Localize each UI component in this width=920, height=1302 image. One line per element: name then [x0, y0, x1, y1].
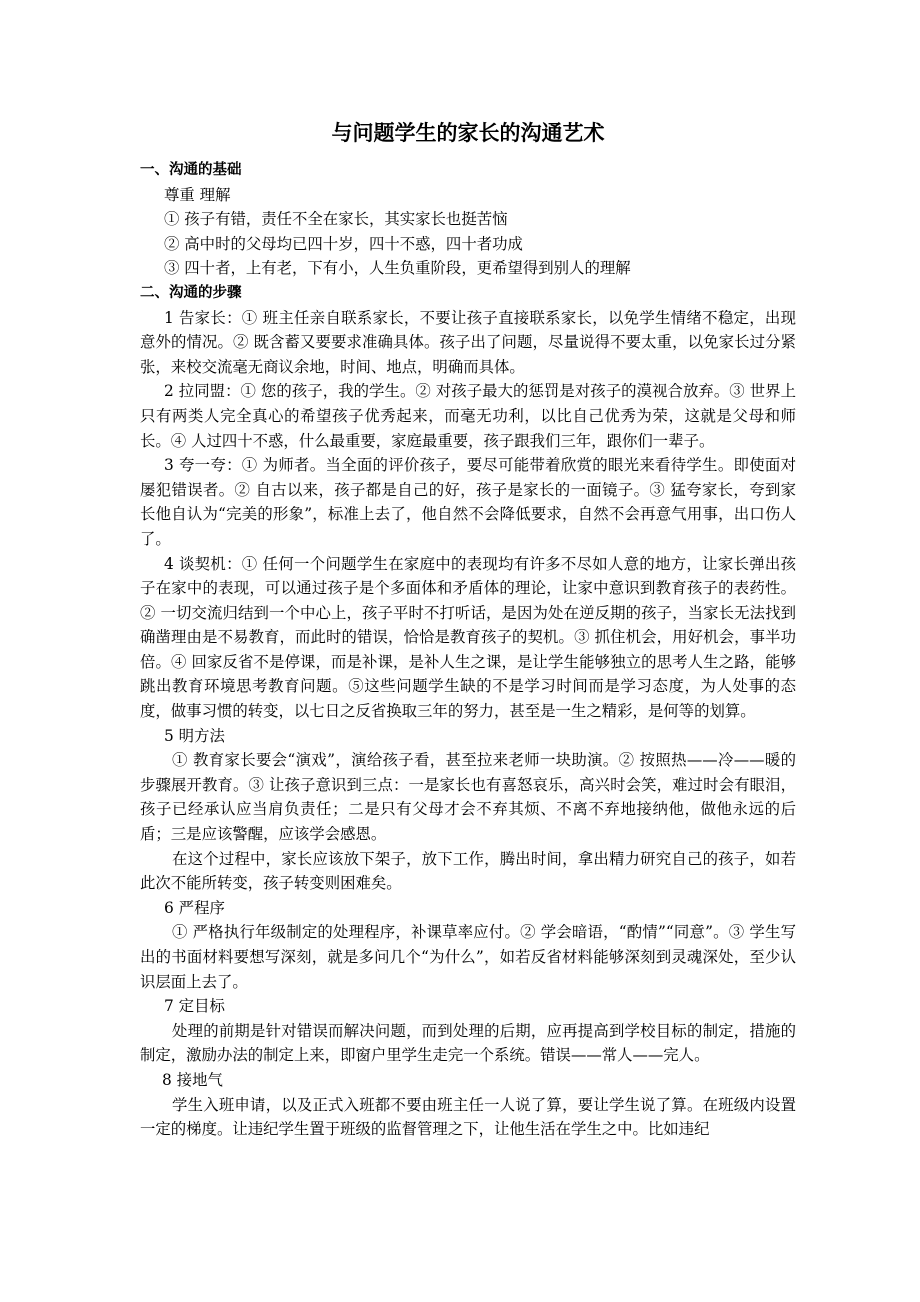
section-heading-steps: 二、沟通的步骤 — [140, 284, 242, 301]
step-4-paragraph: 4 谈契机：① 任何一个问题学生在家庭中的表现均有许多不尽如人意的地方，让家长弹出孩子在家中的表现，可以通过孩子是个多面体和矛盾体的理论，让家中意识到教育孩子的表药性。② 一切交流归结到一个中心上，孩子平时不打听话，是因为处在逆反期的孩子，当家长无法找到确凿理由是不易教育，而此时的错误，恰恰是教育孩子的契机。③ 抓住机会，用好机会，事半功倍。④ 回家反省不是停课，而是补课，是补人生之课，是让学生能够独立的思考人生之路，能够跳出教育环境思考教育问题。⑤这些问题学生缺的不是学习时间而是学习态度，为人处事的态度，做事习惯的转变，以七日之反省换取三年的努力，甚至是一生之精彩，是何等的划算。 — [140, 554, 796, 721]
step-5-heading: 5 明方法 — [164, 726, 225, 745]
section-heading-foundation: 一、沟通的基础 — [140, 162, 242, 178]
step-5-paragraph: ① 教育家长要会“演戏”，演给孩子看，甚至拉来老师一块助演。② 按照热——冷——暖的步骤展开教育。③ 让孩子意识到三点：一是家长也有喜怒哀乐，高兴时会笑，难过时会有眼泪，孩子已经承认应当肩负责任；二是只有父母才会不弃其烦、不离不弃地接纳他，做他永远的后盾；三是应该警醒，应该学会感恩。 — [140, 751, 796, 844]
document-title: 与问题学生的家长的沟通艺术 — [331, 121, 605, 145]
step-6-heading: 6 严程序 — [164, 898, 225, 917]
step-7-paragraph: 处理的前期是针对错误而解决问题，而到处理的后期，应再提高到学校目标的制定，措施的制定，激励办法的制定上来，即窗户里学生走完一个系统。错误——常人——完人。 — [140, 1021, 796, 1065]
step-5-extra-paragraph: 在这个过程中，家长应该放下架子，放下工作，腾出时间，拿出精力研究自己的孩子，如若此次不能所转变，孩子转变则困难矣。 — [140, 849, 796, 893]
foundation-point: ② 高中时的父母均已四十岁，四十不惑，四十者功成 — [164, 234, 523, 253]
step-1-paragraph: 1 告家长：① 班主任亲自联系家长，不要让孩子直接联系家长，以免学生情绪不稳定，出现意外的情况。② 既含蓄又要要求准确具体。孩子出了问题，尽量说得不要太重，以免家长过分紧张，来校交流毫无商议余地，时间、地点，明确而具体。 — [140, 308, 796, 376]
step-8-paragraph: 学生入班申请，以及正式入班都不要由班主任一人说了算，要让学生说了算。在班级内设置一定的梯度。让违纪学生置于班级的监督管理之下，让他生活在学生之中。比如违纪 — [140, 1095, 796, 1139]
foundation-point: ① 孩子有错，责任不全在家长，其实家长也挺苦恼 — [164, 210, 508, 229]
step-8-heading: 8 接地气 — [162, 1070, 223, 1089]
step-2-paragraph: 2 拉同盟：① 您的孩子，我的学生。② 对孩子最大的惩罚是对孩子的漠视合放弃。③ 世界上只有两类人完全真心的希望孩子优秀起来，而毫无功利，以比自己优秀为荣，这就是父母和师长。④ 人过四十不惑，什么最重要，家庭最重要，孩子跟我们三年，跟你们一辈子。 — [140, 382, 796, 450]
step-3-paragraph: 3 夸一夸：① 为师者。当全面的评价孩子，要尽可能带着欣赏的眼光来看待学生。即使面对屡犯错误者。② 自古以来，孩子都是自己的好，孩子是家长的一面镜子。③ 猛夸家长，夸到家长他自认为“完美的形象”，标准上去了，他自然不会降低要求，自然不会再意气用事，出口伤人了。 — [140, 456, 796, 548]
foundation-point: ③ 四十者，上有老，下有小，人生负重阶段，更希望得到别人的理解 — [164, 259, 631, 278]
document-page — [140, 118, 796, 1142]
step-6-paragraph: ① 严格执行年级制定的处理程序，补课草率应付。② 学会暗语，“酌情”“同意”。③ 学生写出的书面材料要想写深刻，就是多问几个“为什么”，如若反省材料能够深刻到灵魂深处，至少认识层面上去了。 — [140, 923, 796, 991]
foundation-intro: 尊重 理解 — [164, 185, 231, 204]
step-7-heading: 7 定目标 — [164, 997, 225, 1016]
